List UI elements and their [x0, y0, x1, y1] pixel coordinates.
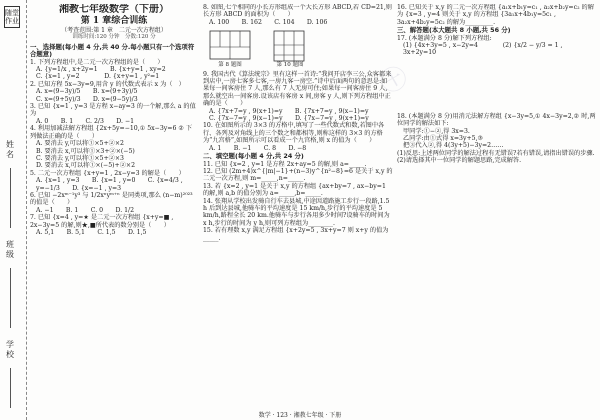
column-1	[30, 4, 198, 408]
column-2	[203, 4, 393, 408]
answer-options: A. 要消去 y,可以将①×5+②×2	[36, 140, 124, 148]
answer-options: C. x=(9+5y)/3 D. x=(9−5y)/3	[36, 95, 138, 103]
question-text: 12. 已知 (2m+4)x^{|m|−1}+(n−3)y^{n²−8}=6 是关于 x,y 的二元一次方程,则 m=_____,n=_____.	[203, 167, 393, 183]
rectangle-figure-icon	[207, 28, 253, 62]
figure-row	[207, 28, 393, 69]
answer-options: B. 要消去 x,可以将①×3+②×(−5)	[36, 147, 135, 155]
question-text: 15. 若有理数 x,y 满足方程组 {x+2y=5 , 3x+y=7 则 x+y 的值为_____.	[203, 227, 389, 242]
question-text: 5. 二元一次方程组 {x+y=1 , 2x−y=3 的解是（ ）	[30, 169, 185, 177]
question-text: 6. 已知 −2xᵐ⁻¹y³ 与 1/2xⁿyᵐ⁺ⁿ 是同类项,那么 (n−m)²⁰²³ 的值是（ ）	[30, 191, 193, 207]
section-heading: 三、解答题(本大题共 8 小题,共 56 分)	[397, 26, 511, 35]
answer-options: C. 要消去 y,可以将①×5+②×3	[36, 154, 124, 162]
question-text: 16. 已知关于 x,y 的二元一次方程组 {a₁x+b₁y=c₁ , a₂x+b₂y=c₂ 的解为 {x=3 , y=4 则关于 x,y 的方程组 {3a₁x+4b₁y=5c₁ , 3a₂x+4b₂y=5c₂ 的解为_________.	[397, 4, 594, 26]
question-text: 14. 张翔从学校出发骑自行车去县城,中途因道路施工步行一段路,1.5 h 后到达县城,他骑车的平均速度是 15 km/h,步行的平均速度是 5 km/h,路程全长 20 km.他骑车与步行各用多少时间?设骑车的时间为 x h,步行的时间为 y h,则可列方程组为________.	[203, 197, 390, 227]
school-line	[10, 368, 11, 408]
magic-square-figure-icon	[267, 28, 313, 62]
figure	[207, 28, 253, 69]
grid-outline	[274, 31, 304, 61]
margin-tag: 随堂作业	[4, 6, 20, 28]
answer-options: A. {x=1 , y=3 B. {x=1 , y=0 C. {x=4/3 , y=−1/3 D. {x=−1 , y=3	[36, 177, 183, 192]
section-heading: 二、填空题(每小题 4 分,共 24 分)	[203, 152, 304, 161]
page-title: 湘教七年级数学（下册）	[59, 4, 169, 15]
figure-caption: 第 10 题图	[276, 62, 304, 69]
answer-options: A. −1 B. 1 C. 0 D. 1/2	[36, 206, 135, 214]
answer-options: A. 5,1 B. 5,1 C. 1,5 D. 1,5	[36, 228, 147, 236]
answer-options: A. {y=1/x , x+2y=1 B. {x+y=1 , xy=2	[36, 66, 166, 74]
answer-options: A. 1 B. −1 C. 8 D. −8	[209, 144, 307, 152]
question-text: 3. 已知 {x=1 , y=3 是方程 x−ay=3 的一个解,那么 a 的值为	[30, 103, 196, 118]
answer-options: A. x=(9−3y)/5 B. x=(9+3y)/5	[36, 88, 138, 96]
question-text: 8. 如图,七个相同的小长方形组成一个大长方形 ABCD,若 CD=21,则长方形 ABCD 的面积为（ ）	[203, 4, 392, 19]
watermark: ㊉	[375, 61, 414, 101]
question-text: 11. 已知 {x=2 , y=1 是方程 2x+ay=5 的解,则 a=_____.	[203, 160, 367, 168]
school-label: 学校	[6, 340, 14, 359]
answer-options: 把③代入②,得 4(3y+5)−3y=2……	[403, 142, 504, 150]
question-text: (2)请选择其中一位同学的解题思路,完成解答.	[397, 157, 522, 165]
question-text: 4. 利用加减法解方程组 {2x+5y=−10,① 5x−3y=6 ② 下列做法正确的是（ ）	[30, 125, 193, 140]
question-text: (1)反思:上述两位同学的解法过程有无错误?若有错误,请指出错误的步骤.	[397, 149, 595, 157]
question-text: 10. 在如图所示的 3×3 的方格中,填写了一些代数式和数,若图中各行、各列及对角线上的三个数之和都相等,则称这样的 3×3 的方格为“九宫格”,如图所示可以看成一个九宫格,则 x 的值为（ ）	[203, 122, 385, 145]
name-label: 姓名	[6, 140, 14, 159]
binding-margin	[0, 0, 27, 420]
question-text: 13. 若 {x=2 , y=1 是关于 x,y 的方程组 {ax+by=7 , ax−by=1 的解,则 a,b 的值分别为 a=_____,b=_____.	[203, 182, 386, 198]
section-heading: 一、选择题(每小题 4 分,共 40 分.每小题只有一个选项符合题意)	[30, 42, 195, 59]
answer-options: A. {7x+7=y , 9(x+1)=y B. {7x+7=y , 9(x−1)=y	[209, 107, 369, 115]
answer-options: C. {x=1 , y=2 D. {x+y=1 , y²=1	[36, 73, 160, 81]
answer-options: 甲同学:①−②,得 3x=3.	[403, 127, 470, 135]
name-line	[10, 168, 11, 228]
question-text: 9. 我国古代《算法统宗》里有这样一首诗:“我问开店李三公,众客都来到店中,一房七客多七客,一房九客一房空.”诗中后面两句的意思是:如果每一间客房住 7 人,那么有 7 人无房可住;如果每一间客房住 9 人,那么就空出一间客房.设该店有客房 x 间,房客 y 人,则下列方程组中正确的是（ ）	[203, 70, 392, 108]
column-3	[397, 4, 597, 408]
class-label: 班级	[6, 240, 14, 259]
column-2-body	[203, 4, 393, 242]
exam-scope: （考查范围:第 1 章 二元一次方程组）	[61, 27, 167, 34]
question-text: 17. (本题满分 8 分)解下列方程组:	[397, 34, 492, 42]
answer-options: A. 0 B. 1 C. 2/3 D. −1	[36, 117, 135, 125]
answer-options: (1) {4x+3y=5 , x−2y=4 (2) {x/2 − y/3 = 1 , 3x+2y=10	[403, 42, 563, 57]
chapter-title: 第 1 章综合训练	[80, 16, 148, 26]
answer-options: A. 100 B. 162 C. 104 D. 106	[209, 18, 328, 26]
question-text: 18. (本题满分 8 分)用消元法解方程组 {x−3y=5,① 4x−3y=2,② 时,两位同学的解法如下:	[397, 112, 596, 128]
column-1-body	[30, 44, 198, 237]
page-footer: 数学 · 123 · 湘教七年级 · 下册	[258, 412, 342, 419]
question-text: 7. 已知 {x=4 , y=★ 是二元一次方程组 {x+y=■ , 2x−3y=5 的解,则★,■所代表的数分别是（ ）	[30, 214, 174, 229]
answer-options: 乙同学:由①式得 x=3y+5,③	[403, 135, 484, 143]
exam-info: 训练时间:120 分钟 分数:120 分	[72, 34, 156, 41]
figure	[267, 28, 313, 69]
column-3-body	[397, 4, 597, 165]
question-text: 1. 下列方程组中,是二元一次方程组的是（ ）	[30, 58, 164, 66]
answer-options: C. {7x−7=y , 9(x−1)=y D. {7x−7=y , 9(x+1)=y	[209, 115, 369, 123]
class-line	[10, 268, 11, 328]
answer-options: D. 要消去 x,可以将①×(−5)+②×2	[36, 162, 136, 170]
answer-space	[397, 57, 597, 113]
figure-caption: 第 8 题图	[218, 62, 242, 69]
question-text: 2. 已知方程 5x−3y=9,用含 y 的代数式表示 x 为（ ）	[30, 80, 185, 88]
